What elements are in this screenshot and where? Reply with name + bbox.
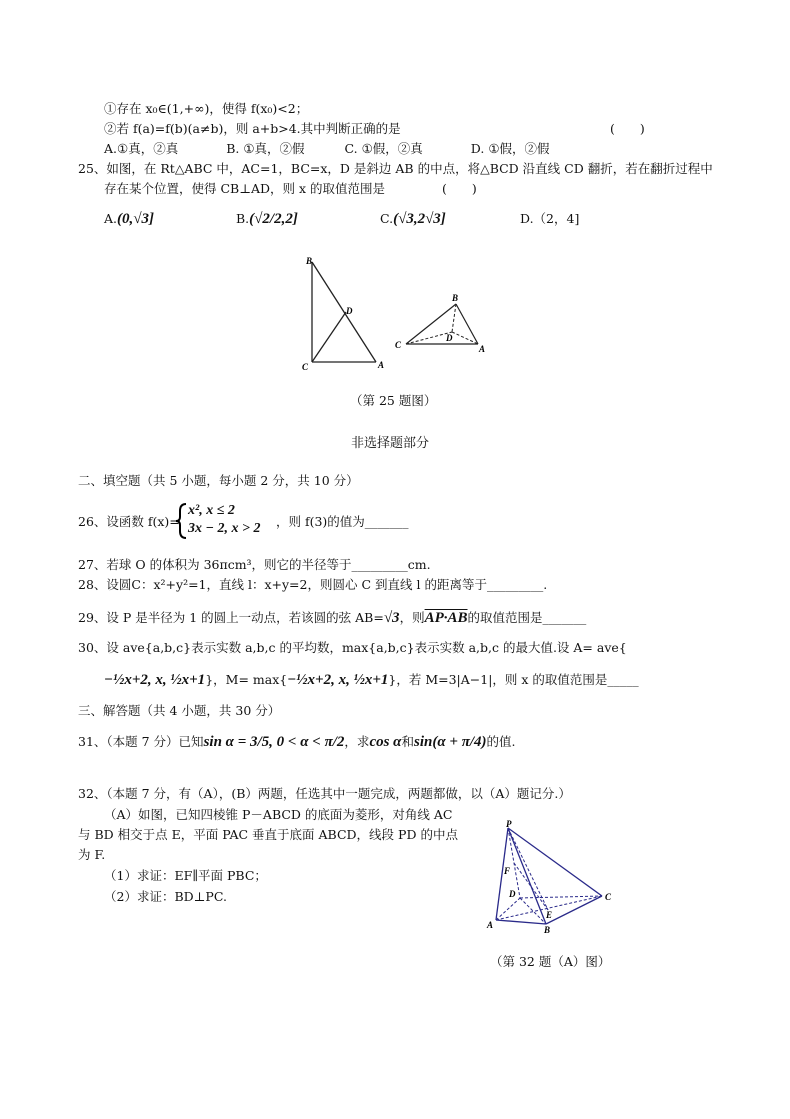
q27: 27、若球 O 的体积为 36πcm³，则它的半径等于_________cm.: [78, 557, 431, 572]
q25-option-a-label: A.: [104, 211, 118, 226]
q29: [78, 609, 586, 627]
q26-case-1: x², x ≤ 2: [188, 503, 235, 518]
q32-part2: （2）求证：BD⊥PC.: [104, 889, 227, 904]
q24-answer-paren: ( ): [610, 121, 645, 136]
q25-folded-label-a: A: [479, 344, 486, 354]
q30-expr-1: −½x+2, x, ½x+1: [104, 672, 206, 688]
q32-line4: 为 F.: [78, 847, 106, 862]
q31-condition: sin α = 3/5, 0 < α < π/2: [203, 734, 345, 750]
q25-option-c-math: (√3,2√3]: [393, 211, 446, 227]
q25-folded-label-c: C: [395, 340, 402, 350]
q32-label-f: F: [504, 866, 511, 876]
q26-case-2: 3x − 2, x > 2: [188, 521, 261, 536]
q32-label-e: E: [546, 910, 553, 920]
q29-vector-expr: AP·AB: [424, 610, 468, 626]
q24-option-a: A.①真，②真: [104, 141, 179, 156]
q24-option-d: D. ①假，②假: [470, 141, 550, 156]
q24-option-b: B. ①真，②假: [226, 141, 305, 156]
q25-stem-line2: 存在某个位置，使得 CB⊥AD，则 x 的取值范围是: [104, 181, 386, 196]
q29-mid: ，则: [399, 610, 425, 625]
section-3-heading: 三、解答题（共 4 小题，共 30 分）: [78, 703, 281, 718]
q25-answer-paren: ( ): [442, 181, 477, 196]
q26-brace: [175, 503, 189, 539]
q29-suffix: 的取值范围是_______: [467, 610, 587, 625]
q30-expr-2: −½x+2, x, ½x+1: [287, 672, 389, 688]
q25-option-b-math: (√2/2,2]: [249, 211, 298, 227]
q30-mid: }，M= max{: [205, 672, 288, 687]
q25-figure: [296, 252, 496, 382]
q24-statement-2: ②若 f(a)=f(b)(a≠b)，则 a+b>4.其中判断正确的是: [104, 121, 401, 136]
q32-label-a: A: [487, 920, 494, 930]
q25-figure-caption: （第 25 题图）: [350, 393, 437, 408]
q31-prefix: 31、（本题 7 分）已知: [78, 734, 204, 749]
q32-line1: 32、（本题 7 分，有（A），(B）两题，任选其中一题完成，两题都做，以（A）题记分.）: [78, 786, 571, 801]
q30-line2: [104, 671, 639, 689]
q31-expr-cos: cos α: [369, 734, 402, 750]
q25-label-c: C: [302, 362, 309, 372]
q31-expr-sin: sin(α + π/4): [414, 734, 487, 750]
q32-label-c: C: [605, 892, 612, 902]
q32-label-p: P: [506, 819, 512, 829]
q25-option-b: [236, 210, 298, 228]
q31-suffix: 的值.: [486, 734, 516, 749]
q25-triangle-flat: [302, 256, 384, 372]
q32-label-d: D: [509, 889, 516, 899]
q25-folded-label-b: B: [452, 293, 459, 303]
q31: [78, 733, 516, 751]
q25-stem-line1: 25、如图，在 Rt△ABC 中，AC=1，BC=x，D 是斜边 AB 的中点，将△BCD 沿直线 CD 翻折，若在翻折过程中: [78, 161, 713, 176]
q24-option-c: C. ①假，②真: [344, 141, 423, 156]
q25-label-a: A: [378, 360, 385, 370]
q32-pyramid-figure: [482, 818, 622, 938]
q25-label-b: B: [306, 256, 313, 266]
q30-suffix: }，若 M=3|A−1|，则 x 的取值范围是_____: [388, 672, 639, 687]
q29-chord-length: √3: [383, 610, 400, 626]
q25-option-c-label: C.: [380, 211, 394, 226]
q25-folded-label-d: D: [446, 333, 453, 343]
q29-prefix: 29、设 P 是半径为 1 的圆上一动点，若该圆的弦 AB=: [78, 610, 384, 625]
q30-line1: 30、设 ave{a,b,c}表示实数 a,b,c 的平均数，max{a,b,c}表示实数 a,b,c 的最大值.设 A= ave{: [78, 640, 627, 655]
q25-label-d: D: [346, 306, 353, 316]
q32-label-b: B: [544, 925, 551, 935]
section-2-heading: 二、填空题（共 5 小题，每小题 2 分，共 10 分）: [78, 473, 359, 488]
q28: 28、设圆C：x²+y²=1，直线 l：x+y=2，则圆心 C 到直线 l 的距离等于_________.: [78, 577, 548, 592]
q32-part1: （1）求证：EF∥平面 PBC；: [104, 868, 267, 883]
q32-line2: （A）如图，已知四棱锥 P－ABCD 的底面为菱形，对角线 AC: [104, 807, 453, 822]
q25-tetrahedron-folded: [395, 293, 485, 354]
q24-options: [104, 140, 576, 158]
q26-prefix: 26、设函数 f(x)=: [78, 514, 180, 529]
q31-and: 和: [401, 734, 414, 749]
q32-figure-caption: （第 32 题（A）图）: [490, 954, 611, 969]
section-non-selection: 非选择题部分: [351, 436, 430, 451]
q31-mid: ，求: [344, 734, 370, 749]
q25-option-a-math: (0,√3]: [117, 211, 154, 227]
q25-option-d: D.（2，4]: [520, 211, 580, 226]
q25-option-c: [380, 210, 446, 228]
q26-suffix: ，则 f(3)的值为_______: [276, 514, 409, 529]
q32-line3: 与 BD 相交于点 E，平面 PAC 垂直于底面 ABCD，线段 PD 的中点: [78, 827, 458, 842]
q25-option-b-label: B.: [236, 211, 250, 226]
q25-option-a: [104, 210, 154, 228]
q24-statement-1: ①存在 x₀∈(1,+∞)，使得 f(x₀)<2；: [104, 101, 309, 116]
